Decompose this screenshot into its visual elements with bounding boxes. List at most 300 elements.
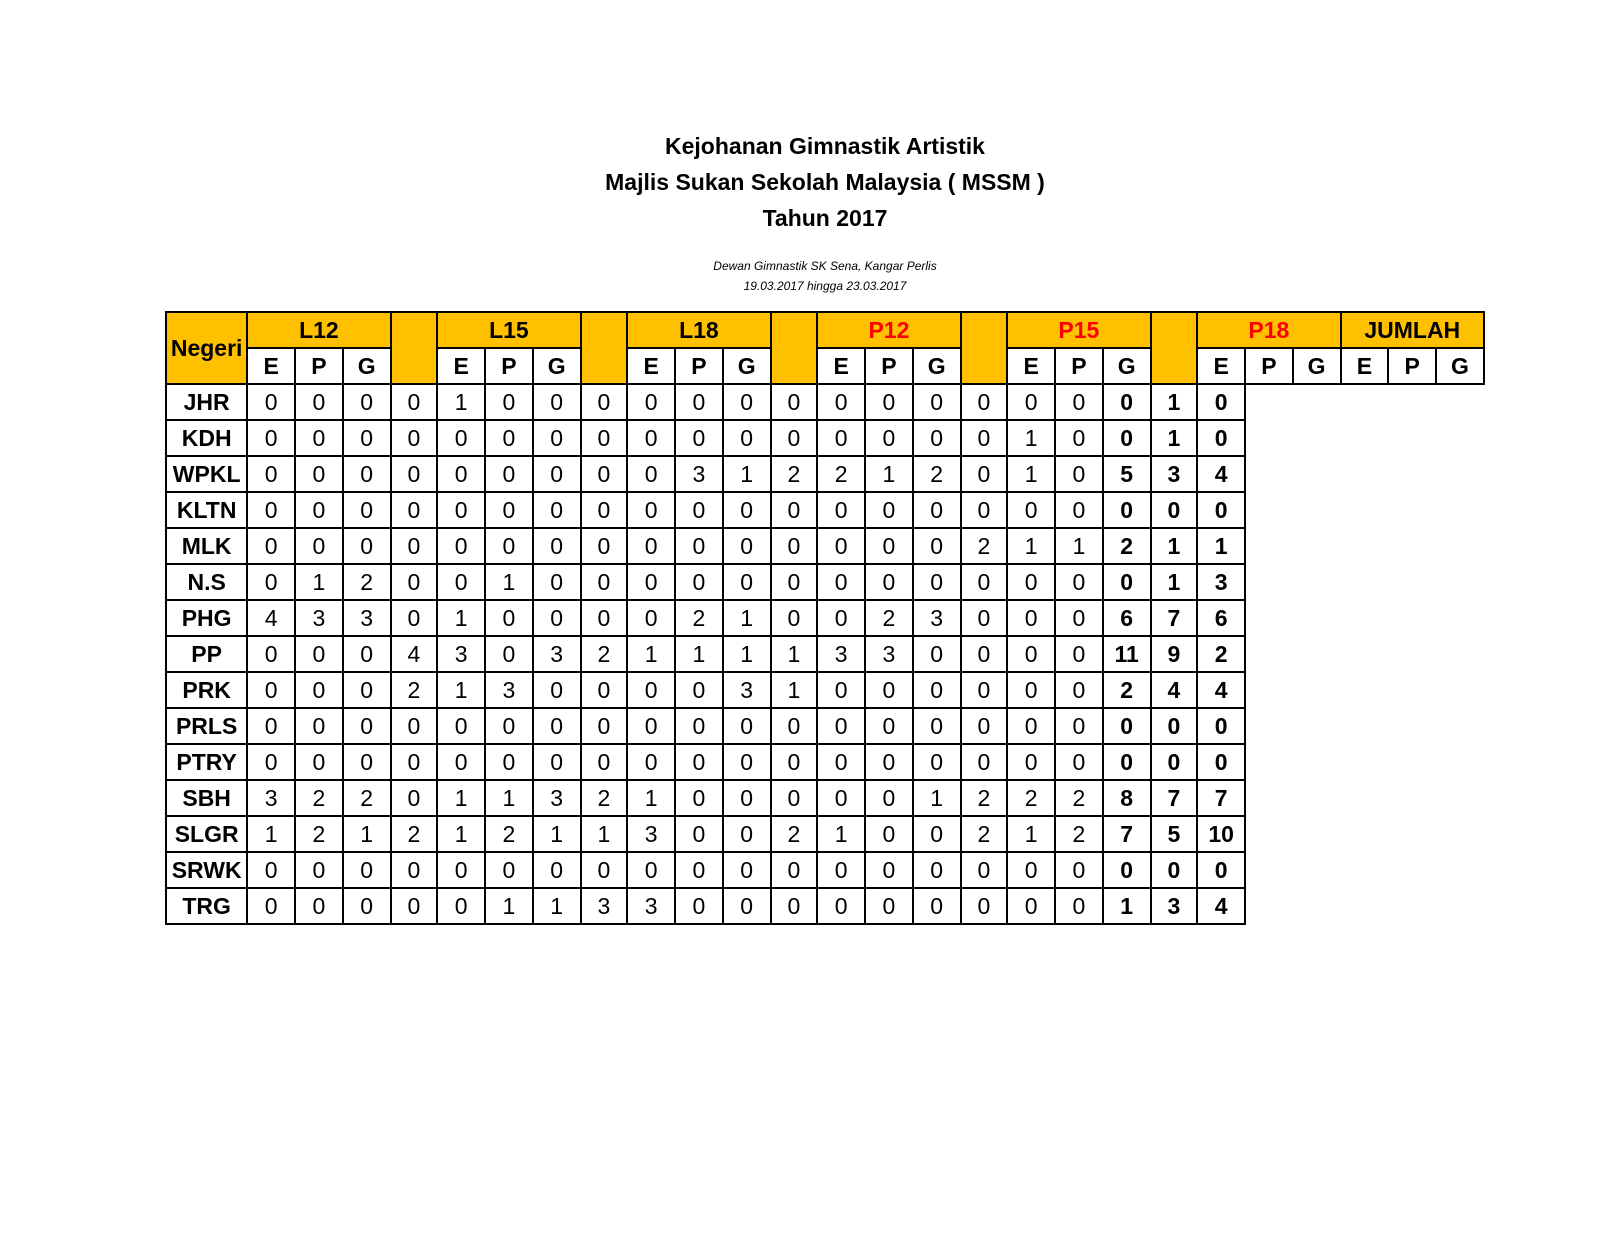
medal-count: 0 bbox=[723, 816, 771, 852]
total-count: 0 bbox=[1197, 852, 1245, 888]
medal-type-header: P bbox=[295, 348, 343, 384]
medal-count: 0 bbox=[723, 384, 771, 420]
medal-count: 2 bbox=[913, 456, 961, 492]
medal-count: 4 bbox=[391, 636, 438, 672]
medal-count: 0 bbox=[865, 492, 913, 528]
medal-count: 3 bbox=[533, 636, 581, 672]
group-separator bbox=[771, 312, 818, 384]
medal-count: 0 bbox=[627, 492, 675, 528]
medal-count: 1 bbox=[437, 672, 485, 708]
medal-count: 0 bbox=[627, 600, 675, 636]
medal-count: 2 bbox=[961, 528, 1008, 564]
group-separator bbox=[961, 312, 1008, 384]
event-dates: 19.03.2017 hingga 23.03.2017 bbox=[743, 279, 907, 293]
total-count: 5 bbox=[1103, 456, 1151, 492]
medal-count: 0 bbox=[343, 420, 391, 456]
medal-count: 0 bbox=[343, 456, 391, 492]
medal-count: 1 bbox=[485, 780, 533, 816]
medal-count: 0 bbox=[437, 420, 485, 456]
medal-type-header: E bbox=[247, 348, 295, 384]
medal-count: 0 bbox=[627, 852, 675, 888]
table-row bbox=[166, 600, 1484, 636]
medal-count: 0 bbox=[533, 564, 581, 600]
medal-count: 0 bbox=[865, 744, 913, 780]
total-count: 11 bbox=[1103, 636, 1151, 672]
medal-count: 0 bbox=[247, 492, 295, 528]
group-separator bbox=[581, 312, 628, 384]
total-count: 1 bbox=[1151, 528, 1198, 564]
medal-count: 3 bbox=[817, 636, 865, 672]
medal-count: 0 bbox=[437, 744, 485, 780]
medal-count: 0 bbox=[437, 528, 485, 564]
medal-count: 2 bbox=[817, 456, 865, 492]
medal-count: 0 bbox=[723, 852, 771, 888]
medal-type-header: G bbox=[533, 348, 581, 384]
total-count: 1 bbox=[1151, 420, 1198, 456]
table-row bbox=[166, 564, 1484, 600]
medal-count: 0 bbox=[581, 492, 628, 528]
medal-type-header: E bbox=[627, 348, 675, 384]
total-count: 0 bbox=[1197, 384, 1245, 420]
state-name: SBH bbox=[166, 780, 247, 816]
state-name: SRWK bbox=[166, 852, 247, 888]
total-count: 4 bbox=[1197, 672, 1245, 708]
table-row bbox=[166, 456, 1484, 492]
medal-count: 0 bbox=[961, 600, 1008, 636]
medal-count: 0 bbox=[343, 708, 391, 744]
total-count: 0 bbox=[1103, 744, 1151, 780]
medal-count: 0 bbox=[343, 492, 391, 528]
medal-count: 3 bbox=[865, 636, 913, 672]
medal-count: 0 bbox=[817, 780, 865, 816]
medal-count: 0 bbox=[771, 564, 818, 600]
total-count: 2 bbox=[1103, 672, 1151, 708]
medal-count: 2 bbox=[343, 780, 391, 816]
medal-count: 0 bbox=[961, 384, 1008, 420]
medal-count: 3 bbox=[723, 672, 771, 708]
medal-type-header: P bbox=[1055, 348, 1103, 384]
medal-count: 0 bbox=[295, 492, 343, 528]
medal-count: 0 bbox=[817, 420, 865, 456]
state-name: KLTN bbox=[166, 492, 247, 528]
medal-count: 1 bbox=[437, 816, 485, 852]
medal-count: 0 bbox=[913, 816, 961, 852]
medal-count: 2 bbox=[771, 816, 818, 852]
group-header-3: P12 bbox=[817, 312, 960, 348]
medal-count: 2 bbox=[391, 672, 438, 708]
medal-type-header: P bbox=[1245, 348, 1293, 384]
medal-count: 0 bbox=[485, 636, 533, 672]
medal-type-header: G bbox=[1293, 348, 1341, 384]
medal-count: 0 bbox=[865, 780, 913, 816]
total-count: 4 bbox=[1151, 672, 1198, 708]
medal-type-header: G bbox=[1436, 348, 1484, 384]
medal-count: 0 bbox=[391, 852, 438, 888]
table-row bbox=[166, 888, 1484, 924]
medal-count: 0 bbox=[1007, 852, 1055, 888]
medal-count: 0 bbox=[295, 636, 343, 672]
medal-type-header: G bbox=[913, 348, 961, 384]
total-count: 1 bbox=[1151, 564, 1198, 600]
medal-count: 2 bbox=[343, 564, 391, 600]
table-row bbox=[166, 708, 1484, 744]
medal-count: 0 bbox=[627, 672, 675, 708]
medal-count: 0 bbox=[675, 816, 723, 852]
medal-count: 0 bbox=[961, 456, 1008, 492]
medal-type-header: G bbox=[343, 348, 391, 384]
total-count: 0 bbox=[1103, 852, 1151, 888]
medal-count: 0 bbox=[627, 420, 675, 456]
medal-count: 0 bbox=[485, 852, 533, 888]
medal-count: 0 bbox=[533, 384, 581, 420]
group-header-4: P15 bbox=[1007, 312, 1150, 348]
medal-count: 1 bbox=[437, 780, 485, 816]
medal-count: 0 bbox=[627, 564, 675, 600]
medal-count: 2 bbox=[581, 636, 628, 672]
medal-count: 0 bbox=[817, 672, 865, 708]
total-count: 7 bbox=[1197, 780, 1245, 816]
table-row bbox=[166, 744, 1484, 780]
medal-count: 0 bbox=[817, 888, 865, 924]
medal-count: 0 bbox=[865, 672, 913, 708]
medal-count: 0 bbox=[961, 672, 1008, 708]
medal-count: 0 bbox=[913, 672, 961, 708]
medal-count: 0 bbox=[675, 852, 723, 888]
table-row bbox=[166, 492, 1484, 528]
medal-count: 0 bbox=[1007, 492, 1055, 528]
medal-count: 0 bbox=[343, 636, 391, 672]
medal-count: 0 bbox=[723, 744, 771, 780]
medal-count: 1 bbox=[437, 600, 485, 636]
medal-count: 2 bbox=[295, 816, 343, 852]
medal-count: 0 bbox=[1055, 852, 1103, 888]
medal-count: 0 bbox=[391, 528, 438, 564]
total-count: 7 bbox=[1103, 816, 1151, 852]
medal-count: 0 bbox=[295, 744, 343, 780]
medal-count: 0 bbox=[485, 744, 533, 780]
medal-count: 0 bbox=[723, 528, 771, 564]
medal-count: 0 bbox=[1007, 564, 1055, 600]
medal-count: 0 bbox=[771, 888, 818, 924]
medal-count: 0 bbox=[627, 384, 675, 420]
medal-count: 0 bbox=[533, 456, 581, 492]
total-count: 2 bbox=[1197, 636, 1245, 672]
medal-count: 0 bbox=[343, 528, 391, 564]
total-count: 3 bbox=[1197, 564, 1245, 600]
medal-count: 0 bbox=[1007, 600, 1055, 636]
medal-count: 0 bbox=[961, 564, 1008, 600]
total-count: 0 bbox=[1151, 744, 1198, 780]
medal-count: 0 bbox=[391, 456, 438, 492]
medal-count: 0 bbox=[247, 852, 295, 888]
medal-count: 1 bbox=[533, 888, 581, 924]
state-name: WPKL bbox=[166, 456, 247, 492]
header-row-groups bbox=[166, 312, 1484, 348]
medal-count: 0 bbox=[581, 852, 628, 888]
medal-count: 0 bbox=[913, 564, 961, 600]
state-name: JHR bbox=[166, 384, 247, 420]
total-count: 4 bbox=[1197, 456, 1245, 492]
total-count: 0 bbox=[1197, 492, 1245, 528]
medal-count: 0 bbox=[437, 888, 485, 924]
medal-count: 0 bbox=[627, 528, 675, 564]
medal-count: 1 bbox=[581, 816, 628, 852]
medal-count: 0 bbox=[581, 384, 628, 420]
total-count: 0 bbox=[1151, 852, 1198, 888]
medal-count: 3 bbox=[295, 600, 343, 636]
medal-count: 0 bbox=[723, 564, 771, 600]
medal-count: 0 bbox=[723, 420, 771, 456]
medal-type-header: E bbox=[1341, 348, 1389, 384]
medal-count: 0 bbox=[247, 708, 295, 744]
medal-count: 0 bbox=[391, 384, 438, 420]
medal-count: 0 bbox=[485, 384, 533, 420]
medal-count: 0 bbox=[675, 744, 723, 780]
medal-count: 0 bbox=[771, 708, 818, 744]
medal-count: 0 bbox=[1055, 708, 1103, 744]
total-count: 0 bbox=[1197, 420, 1245, 456]
medal-count: 0 bbox=[295, 852, 343, 888]
title-line-3: Tahun 2017 bbox=[762, 205, 888, 231]
medal-count: 0 bbox=[343, 672, 391, 708]
total-count: 0 bbox=[1197, 708, 1245, 744]
medal-count: 0 bbox=[675, 528, 723, 564]
medal-count: 0 bbox=[913, 420, 961, 456]
medal-count: 0 bbox=[961, 888, 1008, 924]
venue-info bbox=[0, 256, 1600, 296]
medal-count: 0 bbox=[817, 384, 865, 420]
medal-count: 0 bbox=[485, 420, 533, 456]
total-count: 10 bbox=[1197, 816, 1245, 852]
total-count: 1 bbox=[1103, 888, 1151, 924]
medal-count: 2 bbox=[961, 780, 1008, 816]
medal-count: 0 bbox=[247, 456, 295, 492]
total-count: 8 bbox=[1103, 780, 1151, 816]
medal-type-header: E bbox=[1007, 348, 1055, 384]
medal-count: 0 bbox=[533, 528, 581, 564]
medal-count: 0 bbox=[391, 420, 438, 456]
medal-count: 0 bbox=[581, 456, 628, 492]
medal-count: 2 bbox=[961, 816, 1008, 852]
medal-count: 1 bbox=[627, 636, 675, 672]
medal-count: 3 bbox=[533, 780, 581, 816]
medal-count: 0 bbox=[723, 888, 771, 924]
medal-count: 0 bbox=[533, 708, 581, 744]
medal-count: 0 bbox=[627, 456, 675, 492]
medal-count: 0 bbox=[343, 744, 391, 780]
medal-count: 0 bbox=[295, 888, 343, 924]
table-row bbox=[166, 780, 1484, 816]
medal-count: 2 bbox=[771, 456, 818, 492]
total-count: 2 bbox=[1103, 528, 1151, 564]
medal-count: 0 bbox=[581, 708, 628, 744]
medal-count: 0 bbox=[1007, 708, 1055, 744]
medal-count: 0 bbox=[1055, 888, 1103, 924]
total-count: 9 bbox=[1151, 636, 1198, 672]
medal-type-header: G bbox=[1103, 348, 1151, 384]
medal-count: 1 bbox=[771, 636, 818, 672]
medal-count: 2 bbox=[581, 780, 628, 816]
medal-count: 0 bbox=[247, 636, 295, 672]
total-count: 4 bbox=[1197, 888, 1245, 924]
total-count: 0 bbox=[1103, 420, 1151, 456]
total-count: 0 bbox=[1103, 384, 1151, 420]
medal-count: 0 bbox=[675, 420, 723, 456]
medal-count: 2 bbox=[295, 780, 343, 816]
state-name: KDH bbox=[166, 420, 247, 456]
medal-count: 0 bbox=[581, 420, 628, 456]
state-name: TRG bbox=[166, 888, 247, 924]
medal-count: 0 bbox=[247, 384, 295, 420]
medal-count: 0 bbox=[771, 528, 818, 564]
medal-count: 0 bbox=[485, 708, 533, 744]
medal-count: 0 bbox=[247, 888, 295, 924]
medal-count: 0 bbox=[391, 708, 438, 744]
medal-count: 0 bbox=[247, 744, 295, 780]
total-count: 6 bbox=[1197, 600, 1245, 636]
medal-count: 0 bbox=[295, 384, 343, 420]
medal-count: 0 bbox=[627, 708, 675, 744]
medal-count: 0 bbox=[485, 492, 533, 528]
medal-count: 1 bbox=[723, 600, 771, 636]
medal-count: 0 bbox=[391, 564, 438, 600]
medal-count: 2 bbox=[485, 816, 533, 852]
medal-count: 0 bbox=[675, 564, 723, 600]
medal-count: 0 bbox=[391, 600, 438, 636]
medal-count: 0 bbox=[771, 744, 818, 780]
medal-count: 0 bbox=[865, 708, 913, 744]
medal-count: 0 bbox=[295, 708, 343, 744]
medal-count: 2 bbox=[865, 600, 913, 636]
medal-count: 1 bbox=[1007, 420, 1055, 456]
group-header-2: L18 bbox=[627, 312, 770, 348]
medal-count: 0 bbox=[961, 636, 1008, 672]
title-line-1: Kejohanan Gimnastik Artistik bbox=[665, 133, 985, 159]
medal-count: 0 bbox=[817, 708, 865, 744]
medal-count: 0 bbox=[391, 888, 438, 924]
medal-count: 0 bbox=[437, 564, 485, 600]
state-name: N.S bbox=[166, 564, 247, 600]
medal-count: 0 bbox=[1007, 384, 1055, 420]
total-count: 3 bbox=[1151, 888, 1198, 924]
title-line-2: Majlis Sukan Sekolah Malaysia ( MSSM ) bbox=[605, 169, 1045, 195]
medal-count: 0 bbox=[913, 744, 961, 780]
medal-count: 0 bbox=[1007, 744, 1055, 780]
medal-count: 0 bbox=[533, 492, 581, 528]
total-count: 0 bbox=[1103, 492, 1151, 528]
medal-count: 0 bbox=[913, 852, 961, 888]
medal-type-header: E bbox=[817, 348, 865, 384]
medal-count: 1 bbox=[1007, 528, 1055, 564]
medal-count: 1 bbox=[723, 456, 771, 492]
medal-count: 3 bbox=[485, 672, 533, 708]
medal-count: 2 bbox=[675, 600, 723, 636]
medal-count: 0 bbox=[675, 780, 723, 816]
table-row bbox=[166, 528, 1484, 564]
medal-count: 0 bbox=[817, 852, 865, 888]
state-name: PRLS bbox=[166, 708, 247, 744]
medal-count: 0 bbox=[675, 708, 723, 744]
total-count: 6 bbox=[1103, 600, 1151, 636]
total-group-header: JUMLAH bbox=[1341, 312, 1485, 348]
medal-count: 1 bbox=[675, 636, 723, 672]
medal-count: 0 bbox=[627, 744, 675, 780]
medal-count: 0 bbox=[771, 420, 818, 456]
medal-count: 0 bbox=[437, 708, 485, 744]
medal-count: 0 bbox=[247, 672, 295, 708]
medal-count: 0 bbox=[961, 744, 1008, 780]
medal-count: 0 bbox=[817, 744, 865, 780]
medal-count: 2 bbox=[1055, 816, 1103, 852]
medal-count: 0 bbox=[723, 708, 771, 744]
medal-count: 0 bbox=[913, 384, 961, 420]
total-count: 0 bbox=[1103, 564, 1151, 600]
medal-type-header: E bbox=[1197, 348, 1245, 384]
state-name: PP bbox=[166, 636, 247, 672]
medal-count: 1 bbox=[865, 456, 913, 492]
venue-name: Dewan Gimnastik SK Sena, Kangar Perlis bbox=[713, 259, 937, 273]
total-count: 0 bbox=[1103, 708, 1151, 744]
medal-count: 0 bbox=[817, 564, 865, 600]
medal-count: 0 bbox=[1055, 672, 1103, 708]
medal-count: 0 bbox=[485, 528, 533, 564]
medal-count: 0 bbox=[581, 564, 628, 600]
medal-count: 1 bbox=[533, 816, 581, 852]
document-title bbox=[0, 128, 1600, 236]
medal-count: 0 bbox=[771, 780, 818, 816]
medal-count: 0 bbox=[533, 744, 581, 780]
medal-count: 0 bbox=[675, 492, 723, 528]
medal-count: 0 bbox=[247, 420, 295, 456]
medal-table bbox=[165, 311, 1485, 925]
medal-count: 0 bbox=[1055, 384, 1103, 420]
medal-count: 0 bbox=[295, 420, 343, 456]
medal-count: 0 bbox=[913, 528, 961, 564]
medal-count: 0 bbox=[485, 600, 533, 636]
total-count: 3 bbox=[1151, 456, 1198, 492]
medal-count: 4 bbox=[247, 600, 295, 636]
medal-count: 2 bbox=[1055, 780, 1103, 816]
medal-count: 0 bbox=[581, 600, 628, 636]
medal-count: 0 bbox=[437, 852, 485, 888]
medal-count: 0 bbox=[865, 384, 913, 420]
medal-count: 3 bbox=[627, 816, 675, 852]
total-count: 0 bbox=[1151, 492, 1198, 528]
medal-count: 0 bbox=[247, 564, 295, 600]
medal-count: 3 bbox=[675, 456, 723, 492]
medal-count: 2 bbox=[391, 816, 438, 852]
medal-count: 0 bbox=[913, 708, 961, 744]
medal-count: 2 bbox=[1007, 780, 1055, 816]
table-row bbox=[166, 672, 1484, 708]
medal-count: 0 bbox=[961, 420, 1008, 456]
medal-count: 0 bbox=[533, 852, 581, 888]
medal-type-header: P bbox=[1388, 348, 1436, 384]
group-header-0: L12 bbox=[247, 312, 390, 348]
medal-count: 0 bbox=[343, 384, 391, 420]
medal-type-header: G bbox=[723, 348, 771, 384]
total-count: 0 bbox=[1197, 744, 1245, 780]
medal-count: 1 bbox=[247, 816, 295, 852]
total-count: 1 bbox=[1151, 384, 1198, 420]
medal-count: 0 bbox=[1007, 636, 1055, 672]
medal-count: 0 bbox=[913, 636, 961, 672]
medal-count: 3 bbox=[437, 636, 485, 672]
medal-count: 1 bbox=[723, 636, 771, 672]
medal-count: 0 bbox=[913, 888, 961, 924]
medal-count: 1 bbox=[295, 564, 343, 600]
state-name: PTRY bbox=[166, 744, 247, 780]
